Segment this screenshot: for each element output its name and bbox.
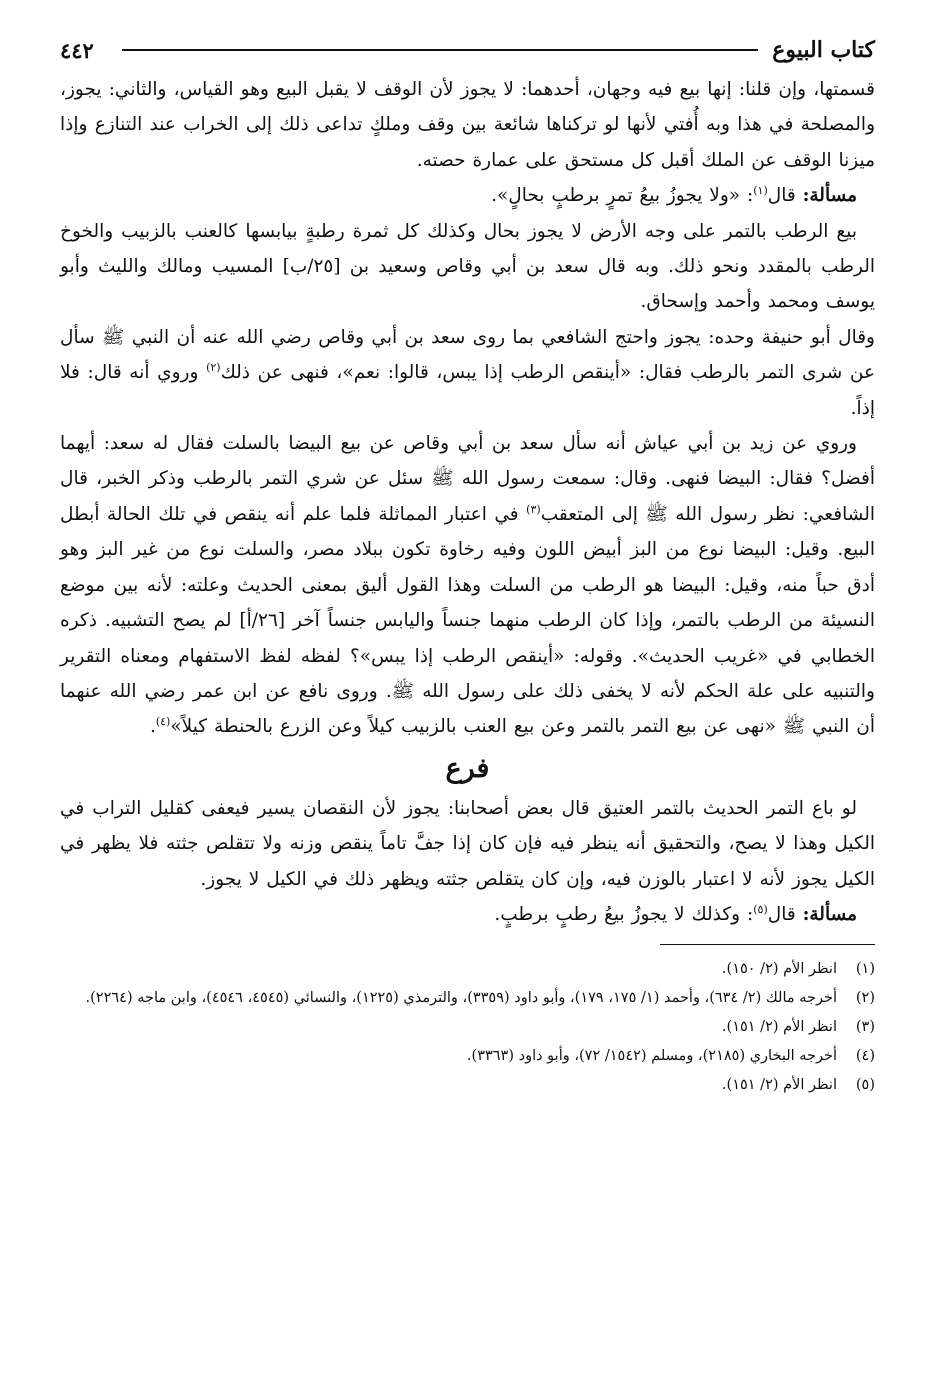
masala-text: : «ولا يجوزُ بيعُ تمرٍ برطبٍ بحالٍ». <box>491 185 754 207</box>
footnote <box>60 1042 875 1071</box>
footnote-text: انظر الأم (٢/ ١٥٠). <box>721 961 837 978</box>
paragraph-3-text-b: وروي أنه قال: فلا إذاً. <box>60 362 875 419</box>
book-title: كتاب البيوع <box>772 37 875 63</box>
footnote-text: انظر الأم (٢/ ١٥١). <box>721 1077 837 1094</box>
footnote <box>60 984 875 1013</box>
masala-label: مسألة: <box>802 903 857 925</box>
paragraph-1: قسمتها، وإن قلنا: إنها بيع فيه وجهان، أحدهما: لا يجوز لأن الوقف لا يقبل البيع وهو القياس، والثاني: يجوز، والمصلحة في هذا وبه أُفتي لأنها لو تركناها شائعة بين وقف وملكٍ تداعى ذلك إلى الخراب عند التنازع وإذا ميزنا الوقف عن الملك أقبل كل مستحق على عمارة حصته. <box>60 79 875 171</box>
footnote-number: (٥) <box>855 1077 875 1094</box>
footnotes <box>60 955 875 1100</box>
footnote-text: أخرجه البخاري (٢١٨٥)، ومسلم (١٥٤٢/ ٧٢)، وأبو داود (٣٣٦٣). <box>466 1048 837 1065</box>
footnote-text: أخرجه مالك (٢/ ٦٣٤)، وأحمد (١/ ١٧٥، ١٧٩)، وأبو داود (٣٣٥٩)، والترمذي (١٢٢٥)، والنسائي (٤٥٤٥، ٤٥٤٦)، وابن ماجه (٢٢٦٤). <box>85 990 837 1007</box>
footnote-number: (١) <box>855 961 875 978</box>
document-page <box>60 28 875 1100</box>
footnote-text: انظر الأم (٢/ ١٥١). <box>721 1019 837 1036</box>
running-header <box>60 28 875 72</box>
masala-qala: قال <box>767 185 796 207</box>
page-number: ٤٤٢ <box>60 37 94 63</box>
footnote-ref-4[interactable]: (٤) <box>155 715 171 729</box>
footnote-ref-2[interactable]: (٢) <box>206 361 221 375</box>
footnote-number: (٤) <box>855 1048 875 1065</box>
paragraph-3 <box>60 320 875 426</box>
footnote-rule <box>660 944 875 945</box>
masala-label: مسألة: <box>802 185 857 207</box>
masala-2 <box>60 897 875 932</box>
footnote <box>60 1013 875 1042</box>
masala-1 <box>60 178 875 213</box>
paragraph-2: بيع الرطب بالتمر على وجه الأرض لا يجوز بحال وكذلك كل ثمرة رطبةٍ بيابسها كالعنب بالزبيب والخوخ الرطب بالمقدد ونحو ذلك. وبه قال سعد بن أبي وقاص وسعيد بن [٢٥/ب] المسيب ومالك والليث وأبو يوسف ومحمد وأحمد وإسحاق. <box>60 220 875 313</box>
footnote-ref-5[interactable]: (٥) <box>753 902 768 916</box>
masala-text: : وكذلك لا يجوزُ بيعُ رطبٍ برطبٍ. <box>494 903 754 925</box>
masala-qala: قال <box>767 903 796 925</box>
footnote-number: (٢) <box>855 990 875 1007</box>
paragraph-4-text-c: . <box>149 716 156 738</box>
paragraph-4 <box>60 426 875 745</box>
footnote-ref-3[interactable]: (٣) <box>526 502 541 516</box>
header-rule <box>122 49 758 51</box>
paragraph-4-text-b: في اعتبار المماثلة فلما علم أنه ينقص في تلك الحالة أبطل البيع. وقيل: البيضا نوع من البز أبيض اللون وفيه رخاوة تكون ببلاد مصر، والسلت نوع من غير البز وهو أدق حباً منه، وقيل: البيضا هو الرطب من السلت وهذا القول أليق بمعنى الحديث وعلته: لأنه بين موضع النسيئة من الرطب بالتمر، وإذا كان الرطب منهما جنساً واليابس جنساً آخر [٢٦/أ] لم يصح التشبيه. ذكره الخطابي في «غريب الحديث». وقوله: «أينقص الرطب إذا يبس»؟ لفظه لفظ الاستفهام ومعناه التقرير والتنبيه على علة الحكم لأنه لا يخفى ذلك على رسول الله ﷺ. وروى نافع عن ابن عمر رضي الله عنهما أن النبي ﷺ «نهى عن بيع التمر بالتمر وعن بيع العنب بالزبيب كيلاً وعن الزرع بالحنطة كيلاً» <box>60 503 876 738</box>
paragraph-3-text-a: وقال أبو حنيفة وحده: يجوز واحتج الشافعي بما روى سعد بن أبي وقاص رضي الله عنه أن النبي ﷺ سأل عن شرى التمر بالرطب فقال: «أينقص الرطب إذا يبس، قالوا: نعم»، فنهى عن ذلك <box>60 326 875 384</box>
footnote-ref-1[interactable]: (١) <box>753 184 768 198</box>
paragraph-5: لو باع التمر الحديث بالتمر العتيق قال بعض أصحابنا: يجوز لأن النقصان يسير فيعفى كقليل التراب في الكيل وهذا لا يصح، والتحقيق أنه ينظر فيه فإن كان إذا جفَّ تاماً ينقص وزنه ولا تتقلص جثته فلا يظهر في الكيل يجوز لأنه لا اعتبار بالوزن فيه، وإن كان يتقلص جثته ويظهر ذلك في الكيل لا يجوز. <box>60 797 875 890</box>
footnote <box>60 1071 875 1100</box>
footnote <box>60 955 875 984</box>
footnote-number: (٣) <box>855 1019 875 1036</box>
section-heading: فرع <box>445 752 490 784</box>
paragraph-4-text-a: وروي عن زيد بن أبي عياش أنه سأل سعد بن أبي وقاص عن بيع البيضا بالسلت فقال له سعد: أيهما أفضل؟ فقال: البيضا فنهى. وقال: سمعت رسول الله ﷺ سئل عن شري التمر بالرطب وذكر الخبر، قال الشافعي: نظر رسول الله ﷺ إلى المتعقب <box>60 433 875 525</box>
